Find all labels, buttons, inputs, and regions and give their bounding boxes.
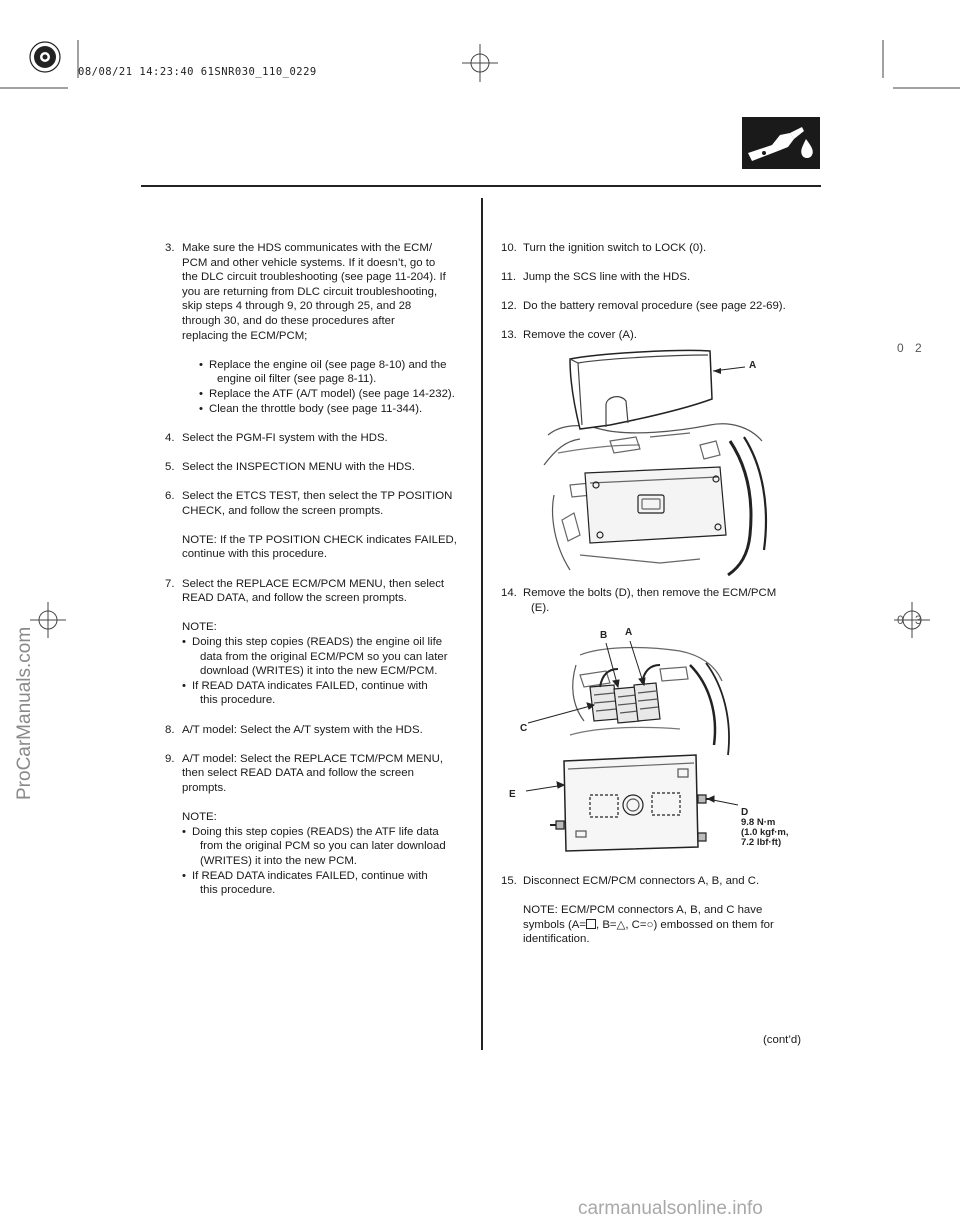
- step-12: 12. Do the battery removal procedure (see page 22-69).: [501, 300, 786, 312]
- step-13: 13. Remove the cover (A).: [501, 329, 637, 341]
- step-8: 8. A/T model: Select the A/T system with the HDS.: [165, 723, 423, 736]
- list-item: • Replace the ATF (A/T model) (see page 14-232).: [199, 387, 470, 402]
- figure2-label-d: D: [741, 807, 749, 818]
- left-column: [165, 241, 470, 898]
- list-item: • Replace the engine oil (see page 8-10) and the engine oil filter (see page 8-11).: [199, 358, 470, 387]
- list-item: • If READ DATA indicates FAILED, continue with this procedure.: [182, 679, 470, 708]
- footer-watermark: carmanualsonline.info: [578, 1198, 763, 1219]
- figure2-label-e: E: [509, 789, 516, 800]
- header-rule: [141, 185, 821, 187]
- figure-ecm-removal: [510, 625, 760, 860]
- margin-mark-top: 0 2: [897, 341, 926, 355]
- fuel-nozzle-section-icon: [742, 117, 820, 169]
- step-5: 5. Select the INSPECTION MENU with the HDS.: [165, 460, 415, 473]
- step-7: 7. Select the REPLACE ECM/PCM MENU, then select READ DATA, and follow the screen prompts. NOTE: • Doing this step copies (READS) the engine oil life data from the original ECM/PCM so you can later download (WRITES) it into the new ECM/PCM. • If READ DATA indicates FAILED, continue with this procedure.: [165, 577, 470, 708]
- step-11: 11. Jump the SCS line with the HDS.: [501, 271, 691, 283]
- step-10: 10. Turn the ignition switch to LOCK (0).: [501, 242, 707, 254]
- step-3: 3. Make sure the HDS communicates with the ECM/ PCM and other vehicle systems. If it doesn’t, go to the DLC circuit troubleshooting (see page 11-204). If you are returning from DLC circuit troubleshooting, skip steps 4 through 9, 20 through 25, and 28 through 30, and do these procedures after replacing the ECM/PCM; • Replace the engine oil (see page 8-10) and the engine oil filter (see page 8-11). • Replace the ATF (A/T model) (see page 14-232). • Clean the throttle body (see page 11-344).: [165, 241, 470, 416]
- list-item: • Doing this step copies (READS) the ATF life data from the original PCM so you can later download (WRITES) it into the new PCM.: [182, 825, 470, 869]
- figure2-label-a: A: [625, 627, 633, 638]
- list-item: • If READ DATA indicates FAILED, continue with this procedure.: [182, 869, 470, 898]
- margin-mark-bottom: 0 3: [897, 613, 926, 627]
- continued-note: (cont’d): [763, 1034, 801, 1046]
- square-symbol-icon: [586, 919, 596, 929]
- figure2-label-b: B: [600, 630, 608, 641]
- figure-cover-removal: [540, 345, 780, 580]
- step-4: 4. Select the PGM-FI system with the HDS.: [165, 431, 388, 444]
- connector-symbol-line: symbols (A= , B=△, C=○) embossed on them for: [523, 918, 774, 931]
- step-15: 15. Disconnect ECM/PCM connectors A, B, and C. NOTE: ECM/PCM connectors A, B, and C have symbols (A= , B=△, C=○) embossed on them for identification.: [501, 874, 831, 947]
- triangle-symbol-icon: △: [616, 918, 626, 931]
- torque-spec: 9.8 N·m (1.0 kgf·m, 7.2 lbf·ft): [741, 817, 789, 848]
- list-item: • Doing this step copies (READS) the engine oil life data from the original ECM/PCM so you can later download (WRITES) it into the new ECM/PCM.: [182, 635, 470, 679]
- column-divider: [481, 198, 483, 1050]
- figure1-label-a: A: [749, 360, 757, 371]
- registration-target-icon: [28, 40, 62, 74]
- step-9: 9. A/T model: Select the REPLACE TCM/PCM MENU, then select READ DATA and follow the screen prompts. NOTE: • Doing this step copies (READS) the ATF life data from the original PCM so you can later download (WRITES) it into the new PCM. • If READ DATA indicates FAILED, continue with this procedure.: [165, 752, 470, 898]
- list-item: • Clean the throttle body (see page 11-344).: [199, 402, 470, 417]
- print-stamp: 08/08/21 14:23:40 61SNR030_110_0229: [78, 66, 317, 78]
- step-14: 14. Remove the bolts (D), then remove the ECM/PCM (E).: [501, 587, 777, 614]
- sidebar-watermark: ProCarManuals.com: [14, 626, 35, 800]
- figure2-label-c: C: [520, 723, 528, 734]
- circle-symbol-icon: ○: [646, 918, 654, 931]
- step-6: 6. Select the ETCS TEST, then select the TP POSITION CHECK, and follow the screen prompts. NOTE: If the TP POSITION CHECK indicates FAILED, continue with this procedure.: [165, 490, 457, 561]
